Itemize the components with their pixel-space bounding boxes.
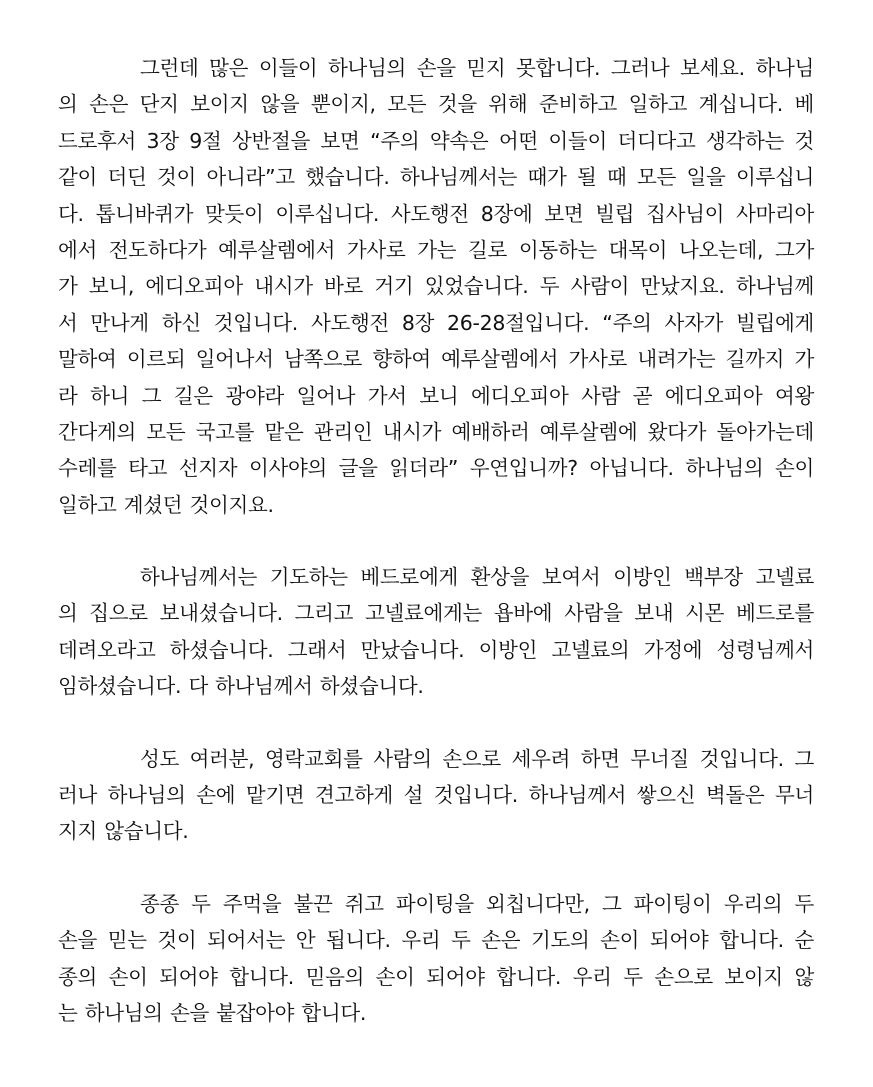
- text-line: 가 보니, 에디오피아 내시가 바로 거기 있었습니다. 두 사람이 만났지요. 하나님께: [58, 274, 814, 299]
- text-line: 간다게의 모든 국고를 맡은 관리인 내시가 예배하러 예루살렘에 왔다가 돌아가는데: [58, 419, 814, 444]
- text-line: 수레를 타고 선지자 이사야의 글을 읽더라” 우연입니까? 아닙니다. 하나님의 손이: [58, 456, 814, 481]
- text-line: 같이 더딘 것이 아니라”고 했습니다. 하나님께서는 때가 될 때 모든 일을 이루십니: [58, 165, 814, 190]
- paragraph-church: [58, 741, 814, 850]
- text-line: 에서 전도하다가 예루살렘에서 가사로 가는 길로 이동하는 대목이 나오는데, 그가: [58, 237, 814, 262]
- paragraph-hand-of-god: [58, 50, 814, 523]
- text-line: 라 하니 그 길은 광야라 일어나 가서 보니 에디오피아 사람 곧 에디오피아 여왕: [58, 383, 814, 408]
- text-line: 일하고 계셨던 것이지요.: [58, 492, 274, 517]
- paragraph-two-hands: [58, 886, 814, 1032]
- text-line: 의 집으로 보내셨습니다. 그리고 고넬료에게는 욥바에 사람을 보내 시몬 베드로를: [58, 601, 814, 626]
- text-line: 임하셨습니다. 다 하나님께서 하셨습니다.: [58, 674, 424, 699]
- text-line: 손을 믿는 것이 되어서는 안 됩니다. 우리 두 손은 기도의 손이 되어야 합니다. 순: [58, 928, 814, 953]
- text-line: 그런데 많은 이들이 하나님의 손을 믿지 못합니다. 그러나 보세요. 하나님: [140, 56, 814, 80]
- text-line: 종종 두 주먹을 불끈 쥐고 파이팅을 외칩니다만, 그 파이팅이 우리의 두: [140, 891, 814, 916]
- text-line: 는 하나님의 손을 붙잡아야 합니다.: [58, 1000, 367, 1025]
- text-line: 러나 하나님의 손에 맡기면 견고하게 설 것입니다. 하나님께서 쌓으신 벽돌은 무너: [58, 783, 814, 808]
- text-line: 말하여 이르되 일어나서 남쪽으로 향하여 예루살렘에서 가사로 내려가는 길까지 가: [58, 347, 814, 372]
- text-line: 하나님께서는 기도하는 베드로에게 환상을 보여서 이방인 백부장 고넬료: [140, 565, 814, 590]
- document-page: [58, 50, 814, 1067]
- text-line: 지지 않습니다.: [58, 819, 189, 844]
- text-line: 데려오라고 하셨습니다. 그래서 만났습니다. 이방인 고넬료의 가정에 성령님께서: [58, 637, 814, 662]
- paragraph-cornelius: [58, 559, 814, 705]
- text-line: 다. 톱니바퀴가 맞듯이 이루십니다. 사도행전 8장에 보면 빌립 집사님이 사마리아: [58, 201, 814, 226]
- text-line: 성도 여러분, 영락교회를 사람의 손으로 세우려 하면 무너질 것입니다. 그: [140, 746, 814, 771]
- text-line: 종의 손이 되어야 합니다. 믿음의 손이 되어야 합니다. 우리 두 손으로 보이지 않: [58, 964, 814, 989]
- text-line: 서 만나게 하신 것입니다. 사도행전 8장 26-28절입니다. “주의 사자가 빌립에게: [58, 310, 814, 335]
- text-line: 드로후서 3장 9절 상반절을 보면 “주의 약속은 어떤 이들이 더디다고 생각하는 것: [58, 128, 814, 153]
- text-line: 의 손은 단지 보이지 않을 뿐이지, 모든 것을 위해 준비하고 일하고 계십니다. 베: [58, 92, 814, 117]
